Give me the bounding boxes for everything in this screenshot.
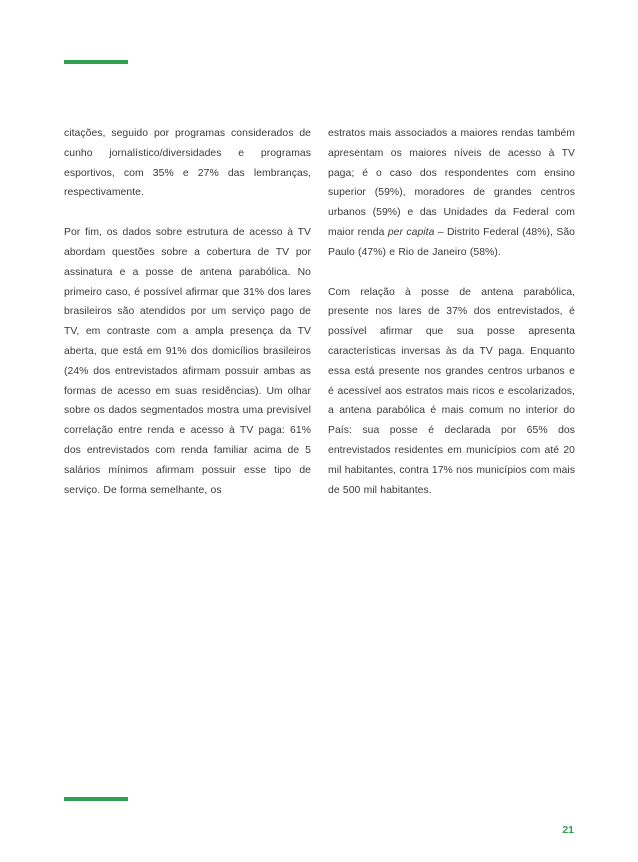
right-paragraph-1-text-a: estratos mais associados a maiores rendas também apresentam os maiores níveis de acesso à TV paga; é o caso dos respondentes com ensino superior (59%), moradores de grandes centros urbanos (59%) e das Unidades da Federal com maior renda: [328, 128, 575, 238]
left-paragraph-2: Por fim, os dados sobre estrutura de acesso à TV abordam questões sobre a cobertura de TV por assinatura e a posse de antena parabólica. No primeiro caso, é possível afirmar que 31% dos lares brasileiros são atendidos por um serviço pago de TV, em contraste com a ampla presença da TV aberta, que está em 91% dos domicílios brasileiros (24% dos entrevistados afirmam possuir ambas as formas de acesso em suas residências). Um olhar sobre os dados segmentados mostra uma previsível correlação entre renda e acesso à TV paga: 61% dos entrevistados com renda familiar acima de 5 salários mínimos afirmam possuir esse tipo de serviço. De forma semelhante, os: [64, 227, 311, 496]
right-paragraph-1: [328, 124, 575, 263]
left-paragraph-1: citações, seguido por programas considerados de cunho jornalístico/diversidades e programas esportivos, com 35% e 27% das lembranças, respectivamente.: [64, 128, 311, 199]
right-paragraph-1-text-b: – Distrito Federal (48%), São Paulo (47%) e Rio de Janeiro (58%).: [328, 226, 575, 258]
bottom-accent-bar: [64, 797, 128, 801]
per-capita-italic: per capita: [387, 226, 435, 238]
top-accent-bar: [64, 60, 128, 64]
right-paragraph-2: Com relação à posse de antena parabólica, presente nos lares de 37% dos entrevistados, é possível afirmar que sua posse apresenta características inversas às da TV paga. Enquanto essa está presente nos grandes centros urbanos e é acessível aos estratos mais ricos e escolarizados, a antena parabólica é mais comum no interior do País: sua posse é declarada por 65% dos entrevistados residentes em municípios com até 20 mil habitantes, contra 17% nos municípios com mais de 500 mil habitantes.: [328, 286, 575, 496]
page-number: 21: [562, 824, 574, 836]
left-text-column: [64, 124, 311, 500]
right-text-column: [328, 124, 575, 500]
